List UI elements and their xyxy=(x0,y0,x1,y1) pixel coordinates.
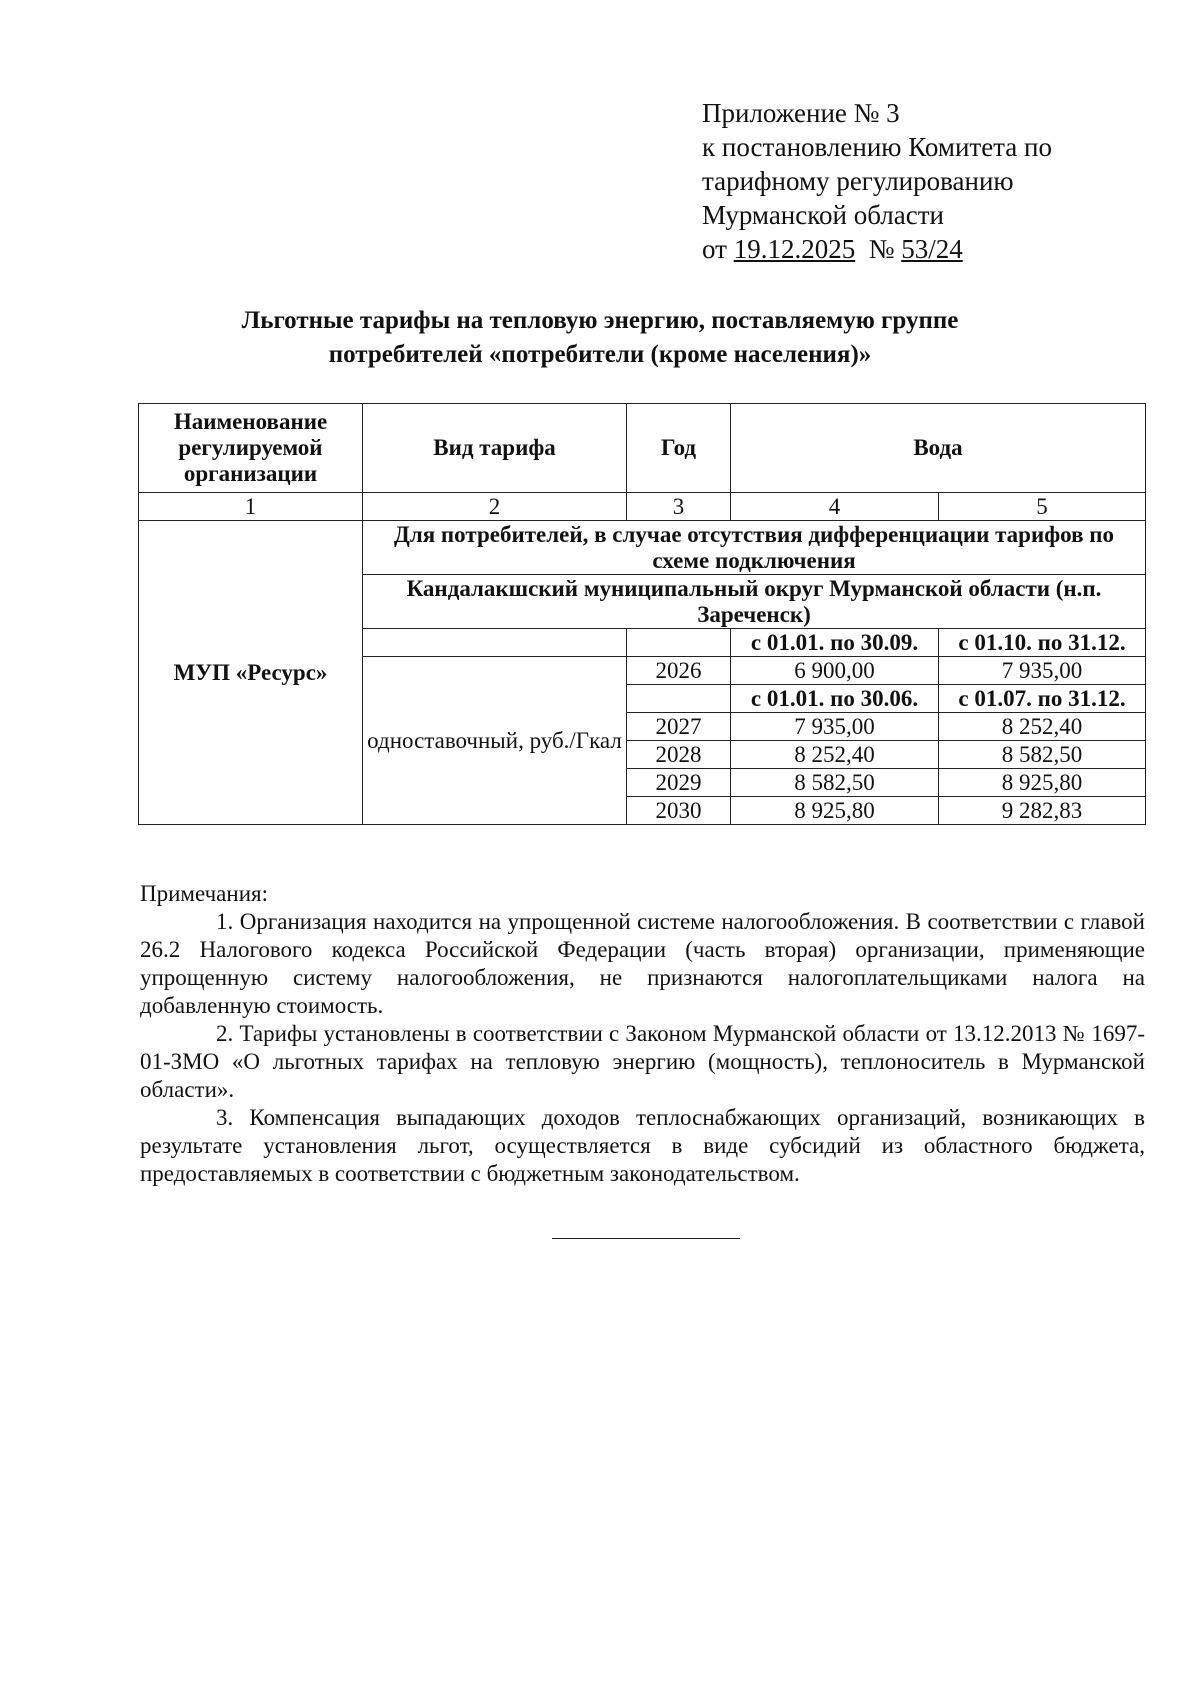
column-number-row xyxy=(139,493,1146,521)
appendix-line-3: тарифному регулированию xyxy=(702,166,1014,196)
title-line-1: Льготные тарифы на тепловую энергию, поставляемую группе xyxy=(241,307,959,334)
tariff-table xyxy=(138,403,1146,825)
header-year: Год xyxy=(627,404,731,493)
value-cell: 7 935,00 xyxy=(939,657,1146,685)
date-prefix: от xyxy=(702,234,727,264)
table-header-row xyxy=(139,404,1146,493)
appendix-line-2: к постановлению Комитета по xyxy=(702,132,1052,162)
resolution-number: 53/24 xyxy=(901,234,963,264)
header-org: Наименование регулируемой организации xyxy=(139,404,363,493)
subsection-title: Кандалакшский муниципальный округ Мурманской области (н.п. Зареченск) xyxy=(363,575,1146,629)
year-cell: 2028 xyxy=(627,741,731,769)
end-divider xyxy=(552,1238,740,1239)
section-row xyxy=(139,521,1146,575)
period-header: с 01.07. по 31.12. xyxy=(939,685,1146,713)
value-cell: 8 252,40 xyxy=(939,713,1146,741)
value-cell: 9 282,83 xyxy=(939,797,1146,825)
header-tariff-type: Вид тарифа xyxy=(363,404,627,493)
resolution-date: 19.12.2025 xyxy=(733,234,856,264)
note-item: 1. Организация находится на упрощенной системе налогообложения. В соответствии с главой 26.2 Налогового кодекса Российской Федерации (часть вторая) организации, применяющие упрощенную систему налогообложения, не признаются налогоплательщиками налога на добавленную стоимость. xyxy=(140,909,1145,1018)
period-header: с 01.01. по 30.06. xyxy=(731,685,939,713)
column-number: 2 xyxy=(363,493,627,521)
period-header: с 01.10. по 31.12. xyxy=(939,629,1146,657)
appendix-title: Приложение № 3 xyxy=(702,98,900,128)
column-number: 1 xyxy=(139,493,363,521)
empty-cell xyxy=(627,629,731,657)
column-number: 4 xyxy=(731,493,939,521)
document-title xyxy=(140,304,1060,372)
header-water: Вода xyxy=(731,404,1146,493)
year-cell: 2027 xyxy=(627,713,731,741)
notes-heading: Примечания: xyxy=(140,881,268,906)
period-header: с 01.01. по 30.09. xyxy=(731,629,939,657)
organization-name: МУП «Ресурс» xyxy=(139,521,363,825)
title-line-2: потребителей «потребители (кроме населения)» xyxy=(328,341,872,368)
value-cell: 8 582,50 xyxy=(731,769,939,797)
column-number: 5 xyxy=(939,493,1146,521)
notes-section xyxy=(140,880,1145,1188)
column-number: 3 xyxy=(627,493,731,521)
note-item: 2. Тарифы установлены в соответствии с Законом Мурманской области от 13.12.2013 № 1697-01-ЗМО «О льготных тарифах на тепловую энергию (мощность), теплоноситель в Мурманской области». xyxy=(140,1021,1145,1102)
year-cell: 2029 xyxy=(627,769,731,797)
year-cell: 2026 xyxy=(627,657,731,685)
empty-cell xyxy=(363,629,627,657)
note-item: 3. Компенсация выпадающих доходов теплоснабжающих организаций, возникающих в результате установления льгот, осуществляется в виде субсидий из областного бюджета, предоставляемых в соответствии с бюджетным законодательством. xyxy=(140,1105,1145,1186)
year-cell: 2030 xyxy=(627,797,731,825)
value-cell: 8 925,80 xyxy=(939,769,1146,797)
number-prefix: № xyxy=(868,234,895,264)
value-cell: 8 252,40 xyxy=(731,741,939,769)
value-cell: 8 925,80 xyxy=(731,797,939,825)
tariff-type: одноставочный, руб./Гкал xyxy=(363,657,627,825)
appendix-header xyxy=(702,96,1142,266)
empty-cell xyxy=(627,685,731,713)
value-cell: 6 900,00 xyxy=(731,657,939,685)
value-cell: 8 582,50 xyxy=(939,741,1146,769)
section-title: Для потребителей, в случае отсутствия дифференциации тарифов по схеме подключения xyxy=(363,521,1146,575)
appendix-line-4: Мурманской области xyxy=(702,200,944,230)
value-cell: 7 935,00 xyxy=(731,713,939,741)
appendix-date-line xyxy=(702,232,1142,266)
